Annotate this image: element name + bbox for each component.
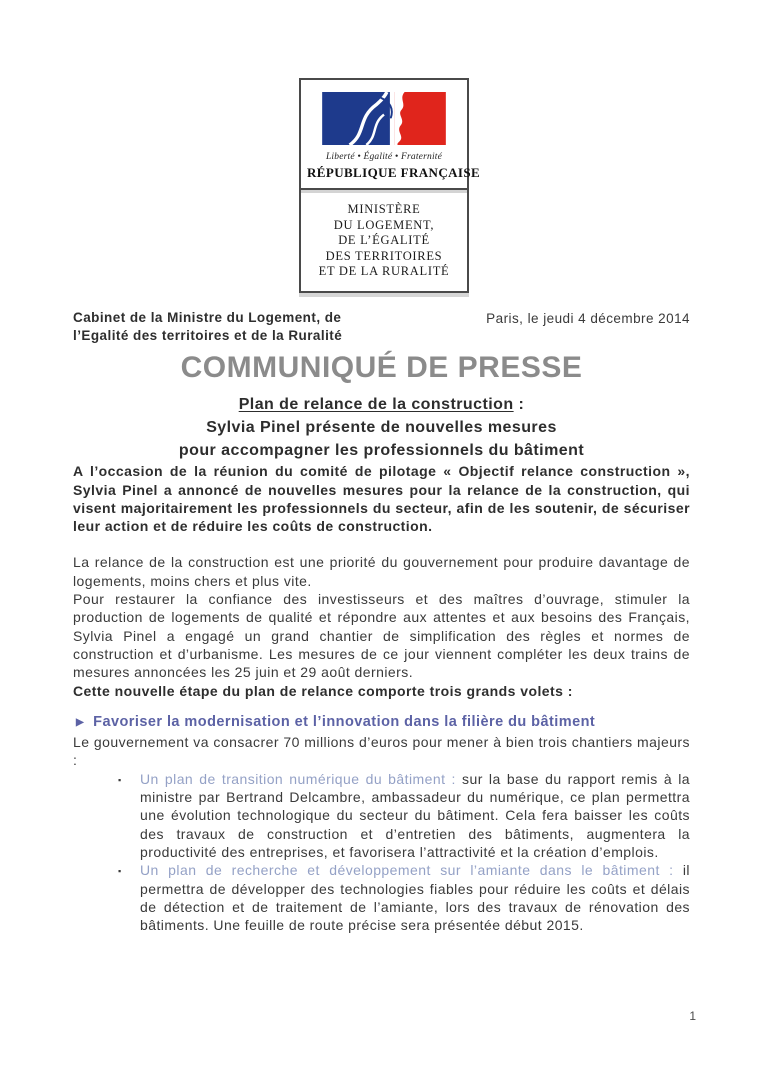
bullet-lead-transition-numerique: Un plan de transition numérique du bâtiment :: [140, 770, 456, 787]
press-release-title: COMMUNIQUÉ DE PRESSE: [180, 351, 583, 384]
republique-francaise-label: RÉPUBLIQUE FRANÇAISE: [307, 165, 481, 180]
cabinet-line-2: l’Egalité des territoires et de la Ruralité: [73, 327, 343, 343]
subtitle-line-1: [73, 393, 690, 416]
context-paragraphs: [73, 553, 690, 681]
cabinet-identification: [73, 309, 342, 344]
ministry-name-line: DES TERRITOIRES: [325, 248, 443, 263]
document-content: [73, 309, 690, 934]
french-flag-marianne-icon: [322, 92, 446, 145]
square-bullet-icon: ▪: [118, 774, 122, 785]
ministry-name-line: DE L’ÉGALITÉ: [338, 233, 430, 247]
bullet-text: sur la base du rapport remis à la ministre par Bertrand Delcambre, ambassadeur du numérique, ce plan permettra une évolution technologique du secteur du bâtiment. Cela fera baisser les coûts des travaux de construction et d’entretien des bâtiments, augmentera la productivité des entreprises, et favorisera l’attractivité et la création d’emplois.: [140, 770, 690, 860]
paragraph-relance: La relance de la construction est une priorité du gouvernement pour produire davantage de logements, moins chers et plus vite.: [73, 554, 690, 589]
measures-bullet-list: [73, 770, 690, 935]
motto-liberte-egalite-fraternite: Liberté • Égalité • Fraternité: [325, 152, 443, 162]
paragraph-confiance: Pour restaurer la confiance des investisseurs et des maîtres d’ouvrage, stimuler la production de logements de qualité et répondre aux attentes et aux besoins des Français, Sylvia Pinel a engagé un grand chantier de simplification des règles et normes de construction et d’urbanisme. Les mesures de ce jour viennent compléter les deux trains de mesures annoncées les 25 juin et 29 août derniers.: [73, 591, 690, 681]
square-bullet-icon: ▪: [118, 866, 122, 877]
subtitle-line-3: pour accompagner les professionnels du bâtiment: [178, 442, 585, 460]
bullet-text: il permettra de développer des technologies fiables pour réduire les coûts et délais de détection et de traitement de l’amiante, lors des travaux de rénovation des bâtiments. Une feuille de route précise sera présentée début 2015.: [140, 862, 690, 934]
subtitle-colon: :: [513, 396, 525, 414]
cabinet-line-1: Cabinet de la Ministre du Logement, de: [73, 310, 342, 325]
intro-paragraph: A l’occasion de la réunion du comité de pilotage « Objectif relance construction », Sylvia Pinel a annoncé de nouvelles mesures pour la relance de la construction, qui visent majoritairement les professionnels du secteur, afin de les soutenir, de sécuriser leur action et de réduire les coûts de construction.: [73, 463, 690, 535]
republique-francaise-block: [301, 80, 481, 188]
press-release-subtitle: [73, 393, 690, 462]
ministry-name-line: DU LOGEMENT,: [333, 217, 435, 232]
ministry-name-line: ET DE LA RURALITÉ: [318, 264, 450, 278]
list-item: [73, 861, 690, 934]
section-heading-label: Favoriser la modernisation et l’innovation dans la filière du bâtiment: [93, 713, 596, 730]
list-item: [73, 770, 690, 861]
page-number: 1: [689, 1009, 696, 1023]
ministry-name: [301, 193, 467, 291]
arrow-bullet-icon: ▶: [76, 716, 85, 728]
dateline: Paris, le jeudi 4 décembre 2014: [486, 311, 690, 326]
ministry-logo-block: [299, 78, 481, 293]
volets-statement: Cette nouvelle étape du plan de relance comporte trois grands volets :: [73, 682, 573, 699]
section-heading-modernisation: [73, 713, 690, 733]
ministry-name-line: MINISTÈRE: [347, 202, 421, 216]
subtitle-line-2: Sylvia Pinel présente de nouvelles mesures: [206, 419, 557, 437]
document-header-row: [73, 309, 690, 344]
subtitle-underlined-phrase: Plan de relance de la construction: [238, 396, 514, 414]
section-intro: Le gouvernement va consacrer 70 millions d’euros pour mener à bien trois chantiers majeurs :: [73, 734, 690, 769]
bullet-lead-recherche-amiante: Un plan de recherche et développement sur l’amiante dans le bâtiment :: [140, 862, 674, 879]
